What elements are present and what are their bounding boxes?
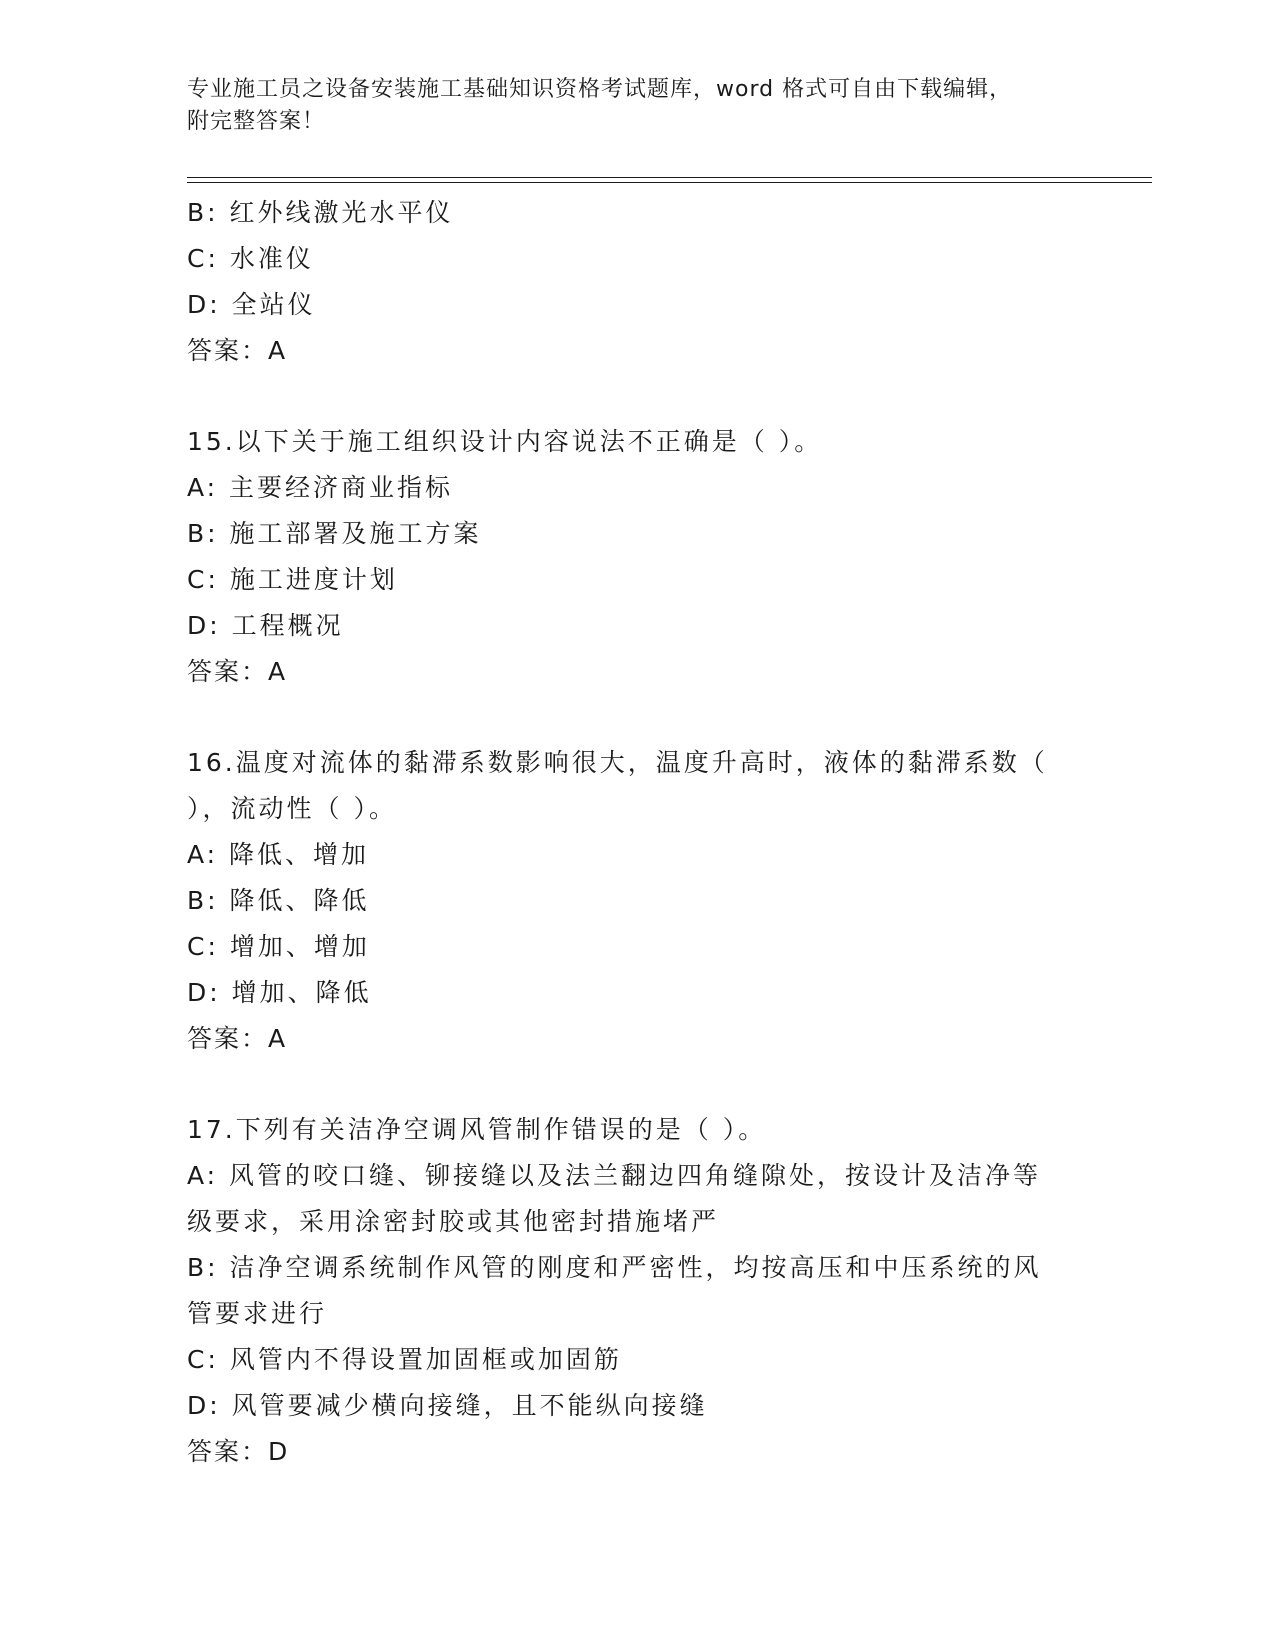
option-c: C: 增加、增加 bbox=[187, 932, 370, 961]
option-b: B: 降低、降低 bbox=[187, 886, 370, 915]
question-14-partial bbox=[187, 190, 1087, 374]
answer-line: 答案：A bbox=[187, 657, 288, 686]
header-line-2: 附完整答案！ bbox=[187, 109, 326, 134]
question-stem-line-2: ），流动性（ ）。 bbox=[187, 794, 397, 823]
option-d: D: 风管要减少横向接缝，且不能纵向接缝 bbox=[187, 1391, 708, 1420]
option-b-line-1: B: 洁净空调系统制作风管的刚度和严密性，均按高压和中压系统的风 bbox=[187, 1253, 1042, 1282]
answer-line: 答案：D bbox=[187, 1437, 290, 1466]
question-15 bbox=[187, 419, 1087, 695]
question-stem: 17.下列有关洁净空调风管制作错误的是（ ）。 bbox=[187, 1115, 767, 1144]
option-a: A: 主要经济商业指标 bbox=[187, 473, 454, 502]
option-b: B: 红外线激光水平仪 bbox=[187, 198, 454, 227]
option-d: D: 工程概况 bbox=[187, 611, 344, 640]
answer-line: 答案：A bbox=[187, 1024, 288, 1053]
option-c: C: 施工进度计划 bbox=[187, 565, 398, 594]
option-c: C: 风管内不得设置加固框或加固筋 bbox=[187, 1345, 622, 1374]
option-b-line-2: 管要求进行 bbox=[187, 1299, 328, 1328]
option-a: A: 降低、增加 bbox=[187, 840, 370, 869]
document-header bbox=[187, 74, 1067, 138]
option-d: D: 全站仪 bbox=[187, 290, 316, 319]
question-stem-line-1: 16.温度对流体的黏滞系数影响很大，温度升高时，液体的黏滞系数（ bbox=[187, 748, 1048, 777]
question-stem: 15.以下关于施工组织设计内容说法不正确是（ ）。 bbox=[187, 427, 823, 456]
question-list bbox=[187, 190, 1087, 1475]
option-a-line-1: A: 风管的咬口缝、铆接缝以及法兰翻边四角缝隙处，按设计及洁净等 bbox=[187, 1161, 1042, 1190]
question-17 bbox=[187, 1107, 1087, 1475]
header-line-1: 专业施工员之设备安装施工基础知识资格考试题库，word 格式可自由下载编辑， bbox=[187, 77, 1013, 102]
answer-line: 答案：A bbox=[187, 336, 288, 365]
question-16 bbox=[187, 740, 1087, 1062]
option-c: C: 水准仪 bbox=[187, 244, 314, 273]
option-b: B: 施工部署及施工方案 bbox=[187, 519, 482, 548]
option-d: D: 增加、降低 bbox=[187, 978, 372, 1007]
header-divider bbox=[187, 177, 1152, 183]
option-a-line-2: 级要求，采用涂密封胶或其他密封措施堵严 bbox=[187, 1207, 720, 1236]
